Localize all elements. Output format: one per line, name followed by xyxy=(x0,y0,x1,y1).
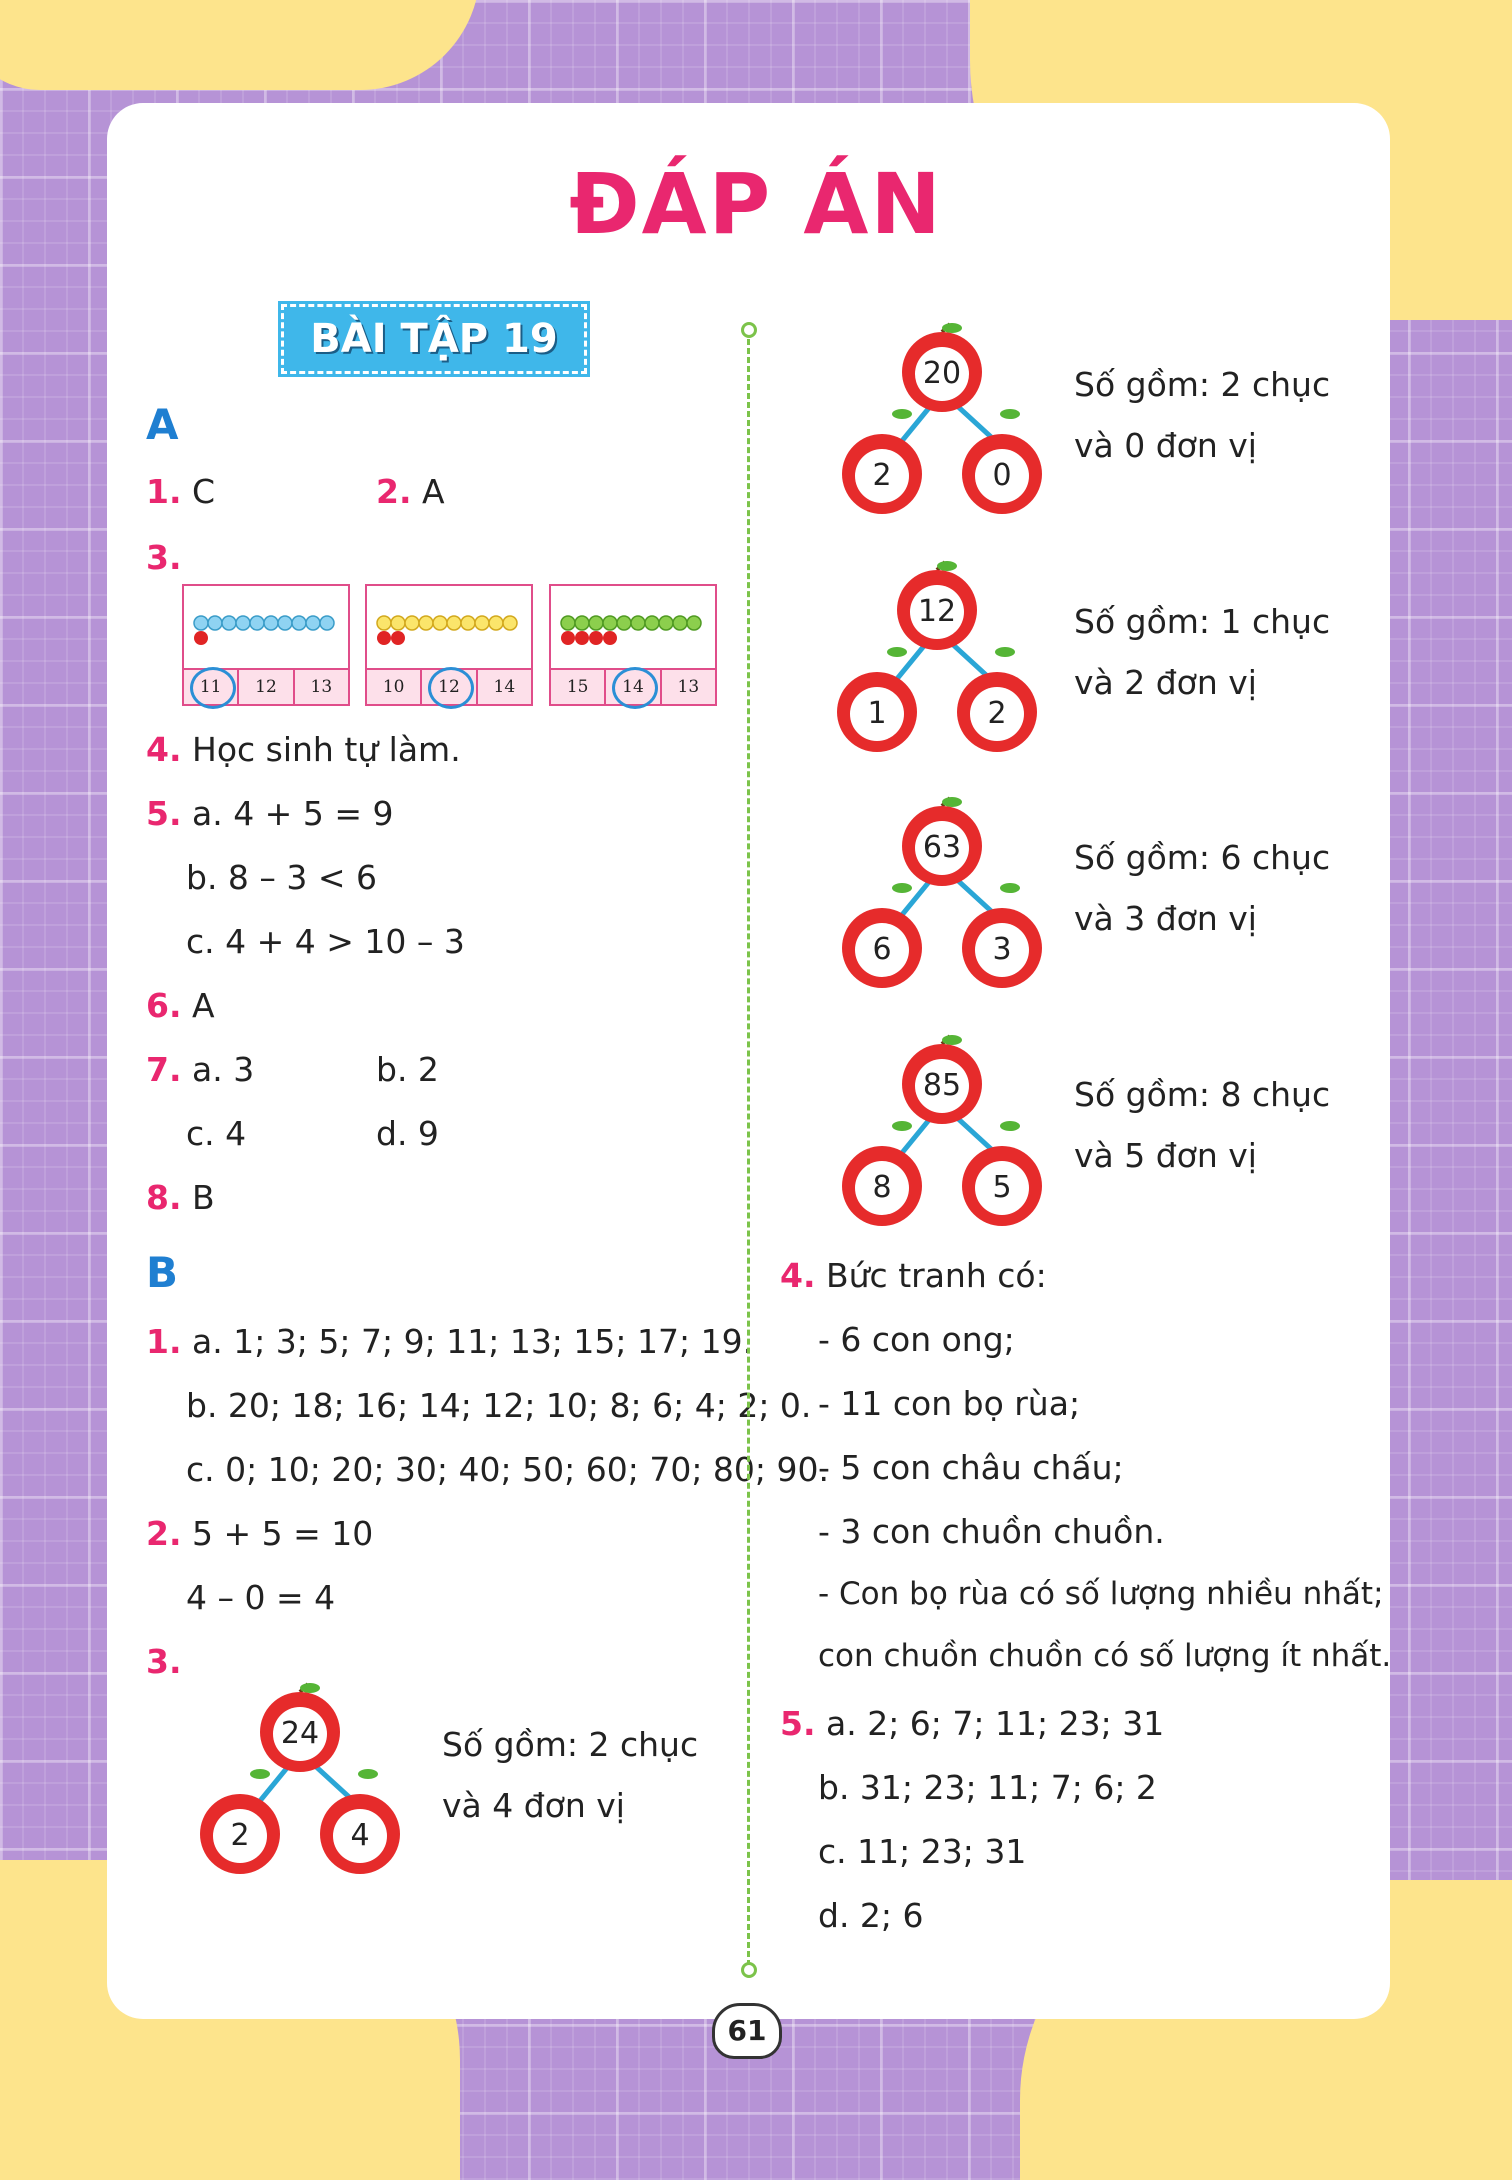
answer-a8 xyxy=(146,1178,215,1217)
answer-a2 xyxy=(376,472,445,511)
answer-r4-l6: con chuồn chuồn có số lượng ít nhất. xyxy=(818,1638,1392,1674)
divider-dot-icon xyxy=(741,1962,757,1978)
apple-left-number: 8 xyxy=(872,1170,892,1205)
answer-a3 xyxy=(146,538,182,577)
answer-text: 5 + 5 = 10 xyxy=(192,1514,374,1553)
apple-tree-diagram xyxy=(200,1682,420,1902)
answer-b1-c: c. 0; 10; 20; 30; 40; 50; 60; 70; 80; 90. xyxy=(186,1450,830,1489)
q-number: 4. xyxy=(146,730,182,769)
answer-r5-c: c. 11; 23; 31 xyxy=(818,1832,1027,1871)
option-cell: 13 xyxy=(293,670,348,704)
apple-tree-diagram xyxy=(842,1034,1062,1254)
apple-right-number: 5 xyxy=(992,1170,1012,1205)
answer-b1 xyxy=(146,1322,753,1361)
q-number: 3. xyxy=(146,538,182,577)
option-cell-selected: 12 xyxy=(420,670,475,704)
bead-row-icon xyxy=(367,586,531,666)
counting-box xyxy=(182,584,350,706)
q-number: 2. xyxy=(146,1514,182,1553)
answer-r5-d: d. 2; 6 xyxy=(818,1896,924,1935)
answer-r5 xyxy=(780,1704,1164,1743)
cloud-top-left xyxy=(0,0,480,90)
answer-a7-d: d. 9 xyxy=(376,1114,439,1153)
option-cell-selected: 14 xyxy=(604,670,659,704)
answer-r4-l3: - 5 con châu chấu; xyxy=(818,1448,1124,1487)
q-number: 5. xyxy=(146,794,182,833)
tree-caption-line2: và 5 đơn vị xyxy=(1074,1136,1257,1175)
answer-text: a. 4 + 5 = 9 xyxy=(192,794,394,833)
apple-top-number: 20 xyxy=(922,356,962,391)
exercise-badge: BÀI TẬP 19 xyxy=(281,304,587,374)
number-options xyxy=(367,668,531,704)
apple-top-number: 63 xyxy=(922,830,962,865)
answer-text: a. 1; 3; 5; 7; 9; 11; 13; 15; 17; 19. xyxy=(192,1322,754,1361)
answer-r4-l2: - 11 con bọ rùa; xyxy=(818,1384,1081,1423)
apple-left-number: 2 xyxy=(230,1818,250,1853)
option-cell-selected: 11 xyxy=(184,670,237,704)
q-number: 7. xyxy=(146,1050,182,1089)
apple-top-number: 85 xyxy=(922,1068,962,1103)
answer-b3 xyxy=(146,1642,182,1681)
answer-text: A xyxy=(192,986,215,1025)
q-number: 1. xyxy=(146,1322,182,1361)
answer-r4-l1: - 6 con ong; xyxy=(818,1320,1015,1359)
answer-a5-c: c. 4 + 4 > 10 – 3 xyxy=(186,922,465,961)
apple-left-number: 1 xyxy=(867,696,887,731)
answer-a5-b: b. 8 – 3 < 6 xyxy=(186,858,378,897)
tree-caption-line1: Số gồm: 8 chục xyxy=(1074,1075,1331,1114)
q-number: 5. xyxy=(780,1704,816,1743)
counting-box xyxy=(365,584,533,706)
answer-a6 xyxy=(146,986,215,1025)
option-cell: 14 xyxy=(476,670,531,704)
tree-caption-line2: và 2 đơn vị xyxy=(1074,663,1257,702)
q-number: 2. xyxy=(376,472,412,511)
divider-dot-icon xyxy=(741,322,757,338)
tree-caption-line2: và 0 đơn vị xyxy=(1074,426,1257,465)
q-number: 6. xyxy=(146,986,182,1025)
page-title: ĐÁP ÁN xyxy=(569,155,943,253)
answer-a5 xyxy=(146,794,393,833)
answer-text: C xyxy=(192,472,216,511)
q-number: 3. xyxy=(146,1642,182,1681)
section-a-heading: A xyxy=(146,400,179,449)
answer-text: Bức tranh có: xyxy=(826,1256,1047,1295)
apple-right-number: 4 xyxy=(350,1818,370,1853)
tree-caption-line2: và 4 đơn vị xyxy=(442,1786,625,1825)
answer-text: Học sinh tự làm. xyxy=(192,730,461,769)
apple-top-number: 24 xyxy=(280,1716,320,1751)
answer-b2-b: 4 – 0 = 4 xyxy=(186,1578,336,1617)
answer-b2 xyxy=(146,1514,373,1553)
answer-r4-l4: - 3 con chuồn chuồn. xyxy=(818,1512,1165,1551)
option-cell: 10 xyxy=(382,677,405,697)
page-number: 61 xyxy=(712,2003,782,2059)
answer-b1-b: b. 20; 18; 16; 14; 12; 10; 8; 6; 4; 2; 0. xyxy=(186,1386,812,1425)
tree-caption-line1: Số gồm: 2 chục xyxy=(1074,365,1331,404)
answer-a7 xyxy=(146,1050,254,1089)
answer-text: A xyxy=(422,472,445,511)
tree-caption-line1: Số gồm: 6 chục xyxy=(1074,838,1331,877)
apple-top-number: 12 xyxy=(917,594,957,629)
answer-a7-c: c. 4 xyxy=(186,1114,247,1153)
bead-row-icon xyxy=(551,586,715,666)
apple-left-number: 6 xyxy=(872,932,892,967)
column-divider xyxy=(747,330,750,1966)
answer-text: B xyxy=(192,1178,215,1217)
option-cell: 15 xyxy=(566,677,589,697)
apple-right-number: 0 xyxy=(992,458,1012,493)
answer-a1 xyxy=(146,472,215,511)
q-number: 8. xyxy=(146,1178,182,1217)
bead-row-icon xyxy=(184,586,348,666)
answer-text: a. 2; 6; 7; 11; 23; 31 xyxy=(826,1704,1165,1743)
tree-caption-line1: Số gồm: 2 chục xyxy=(442,1725,699,1764)
option-cell: 13 xyxy=(660,670,715,704)
answer-r4-l5: - Con bọ rùa có số lượng nhiều nhất; xyxy=(818,1576,1384,1612)
answer-r4 xyxy=(780,1256,1047,1295)
number-options xyxy=(184,668,348,704)
number-options xyxy=(551,668,715,704)
apple-right-number: 2 xyxy=(987,696,1007,731)
tree-caption-line2: và 3 đơn vị xyxy=(1074,899,1257,938)
answer-r5-b: b. 31; 23; 11; 7; 6; 2 xyxy=(818,1768,1157,1807)
q-number: 1. xyxy=(146,472,182,511)
apple-tree-diagram xyxy=(837,560,1057,780)
apple-tree-diagram xyxy=(842,322,1062,542)
option-cell: 12 xyxy=(237,670,292,704)
counting-box xyxy=(549,584,717,706)
tree-caption-line1: Số gồm: 1 chục xyxy=(1074,602,1331,641)
answer-a4 xyxy=(146,730,461,769)
answer-text: a. 3 xyxy=(192,1050,255,1089)
apple-left-number: 2 xyxy=(872,458,892,493)
apple-tree-diagram xyxy=(842,796,1062,1016)
section-b-heading: B xyxy=(146,1248,179,1297)
apple-right-number: 3 xyxy=(992,932,1012,967)
q-number: 4. xyxy=(780,1256,816,1295)
answer-a7-b: b. 2 xyxy=(376,1050,439,1089)
